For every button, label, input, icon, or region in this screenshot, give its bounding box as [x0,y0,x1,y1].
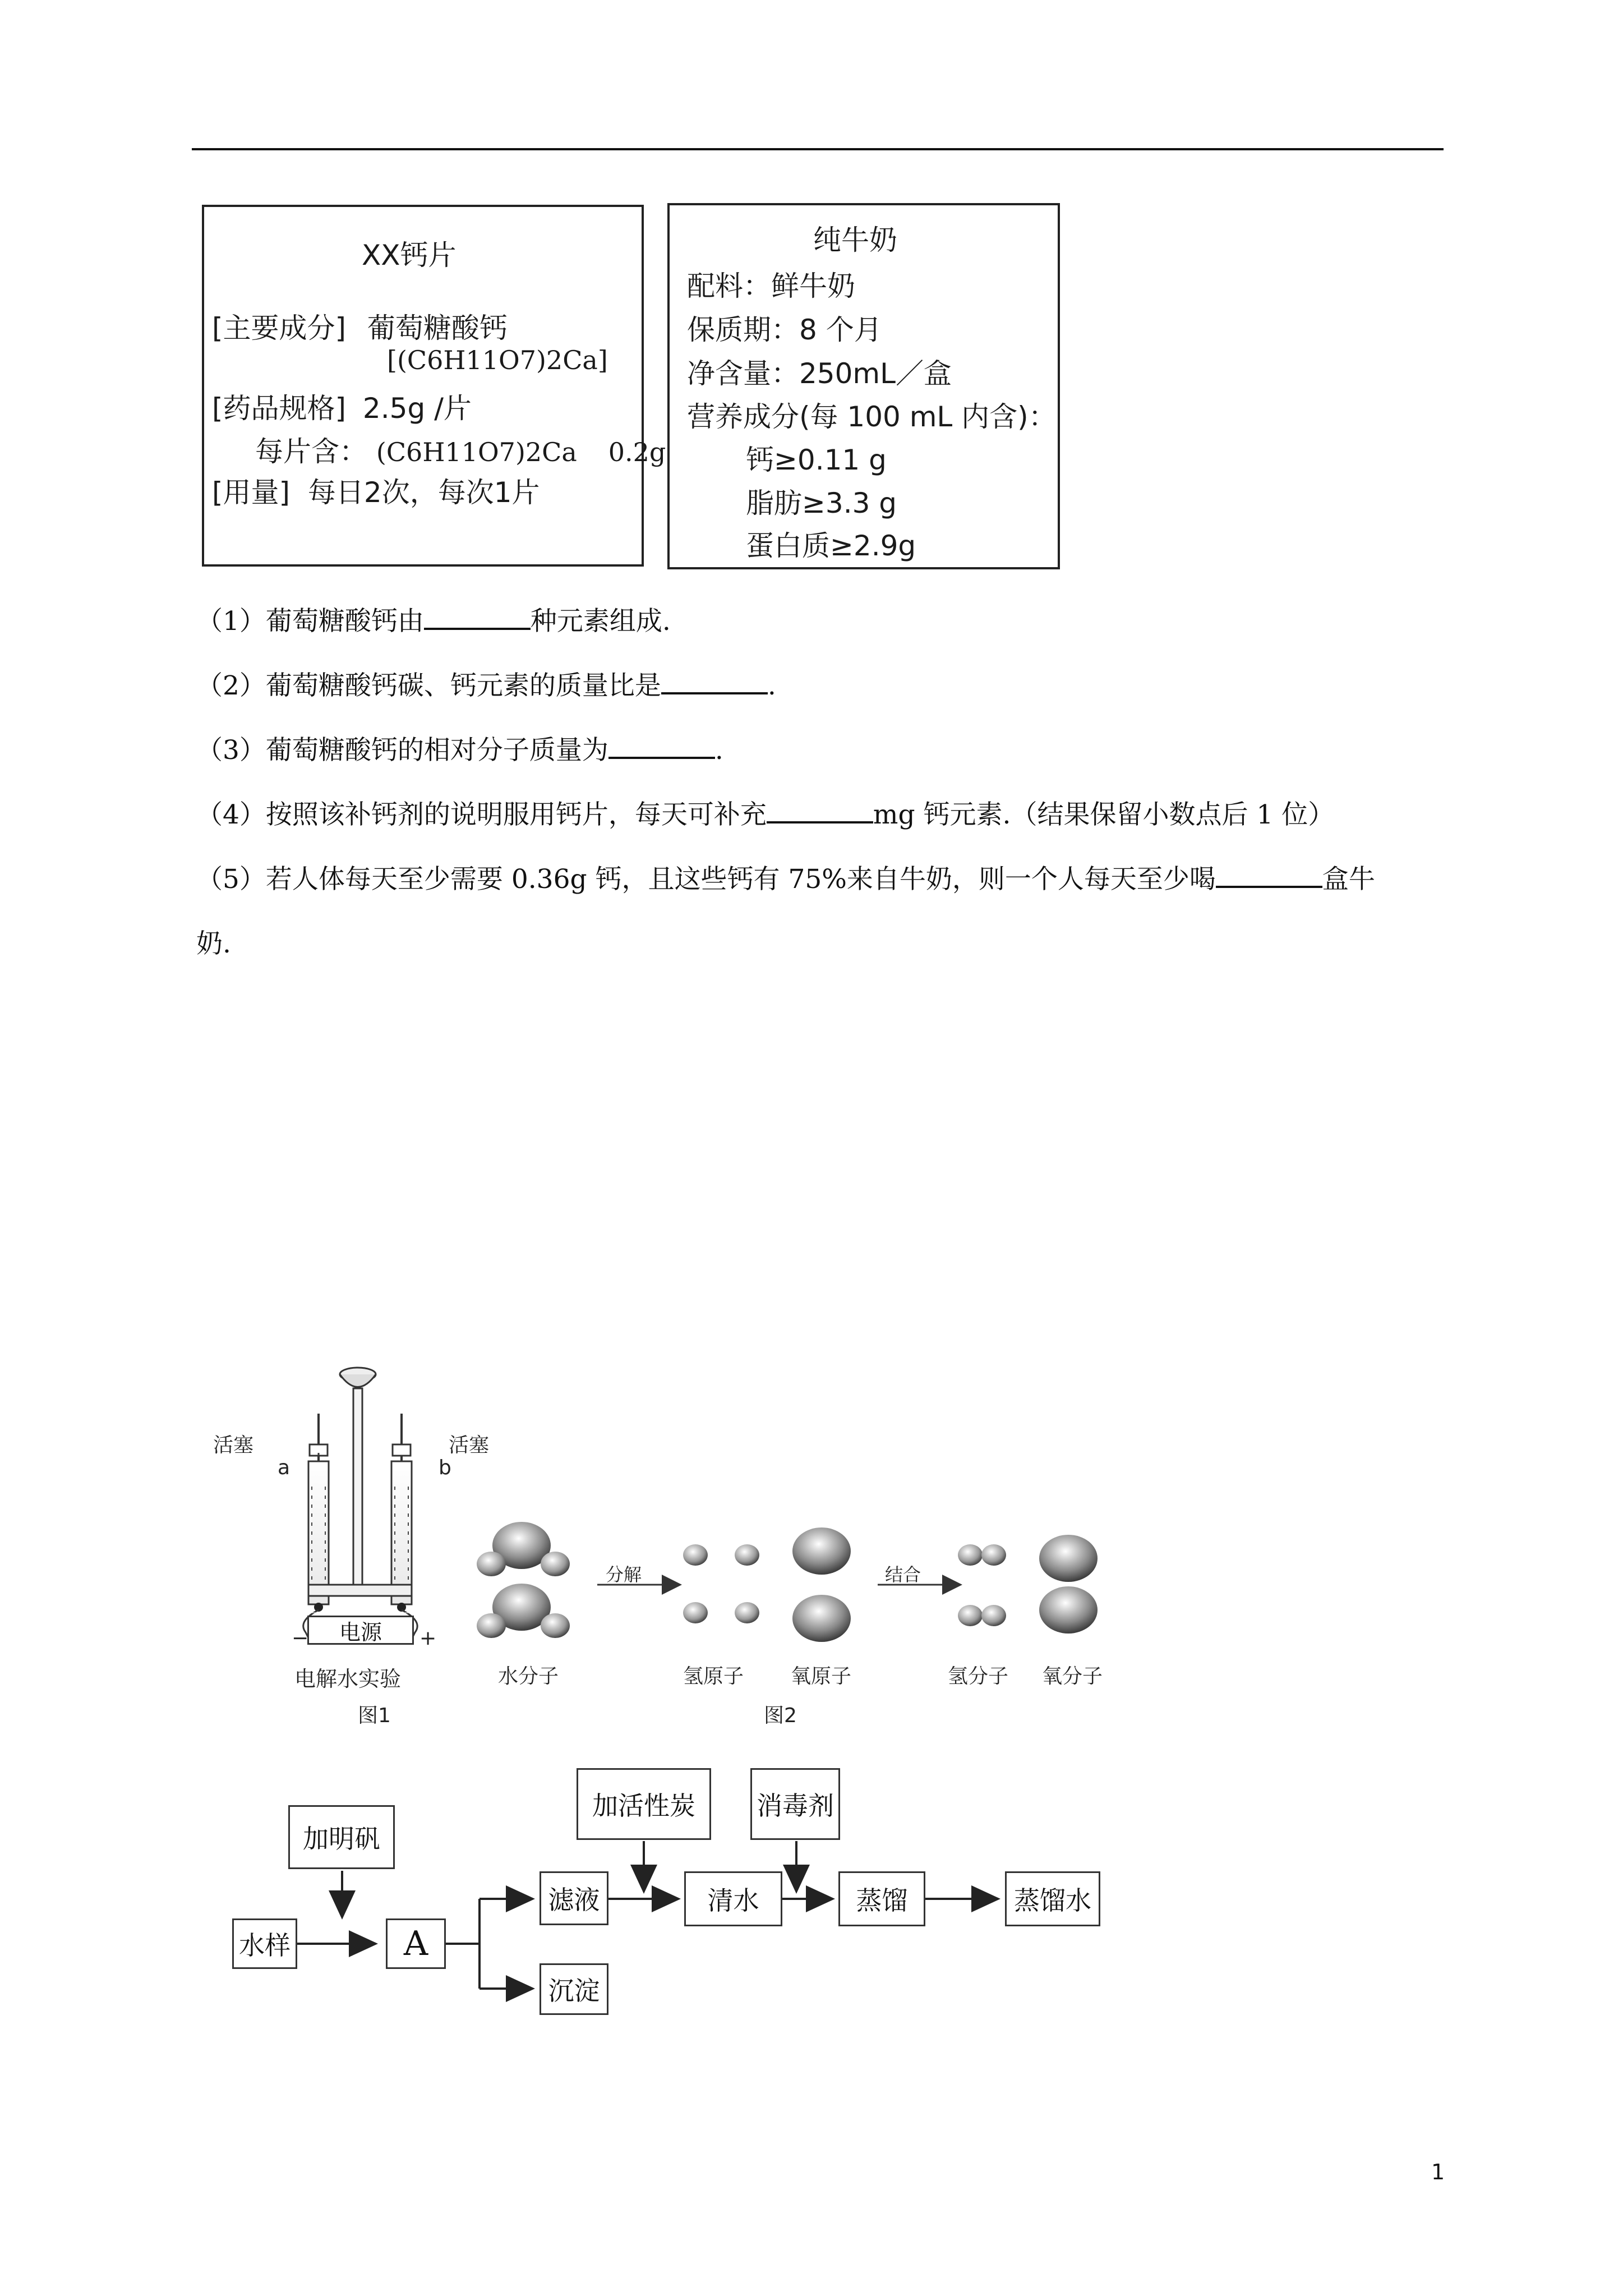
milk-label-shelf-life: 保质期：8 个月 [687,314,882,346]
milk-label-nutrition-heading: 营养成分(每 100 mL 内含)： [687,401,1057,433]
flow-box-precipitate: 沉淀 [540,1963,608,2015]
tube-a-label: a [278,1456,291,1479]
dosage-label: [用量] [212,476,291,509]
power-plus: + [419,1627,437,1650]
tube-b-label: b [439,1456,451,1479]
milk-label-protein: 蛋白质≥2.9g [746,530,916,562]
spec-label: [药品规格] [212,392,347,425]
figure1-caption: 电解水实验 [294,1667,402,1691]
flow-box-distill: 蒸馏 [838,1871,925,1926]
hydrogen-atom-label: 氢原子 [683,1665,744,1688]
ingredient-label: [主要成分] [212,312,347,344]
dosage-value: 每日2次，每次1片 [307,476,540,509]
flow-box-clear-water: 清水 [684,1871,782,1926]
decompose-label: 分解 [606,1564,642,1585]
flow-box-disinfectant: 消毒剂 [750,1768,840,1840]
combine-label: 结合 [885,1564,921,1585]
flow-box-a: A [386,1918,446,1969]
ingredient-value: 葡萄糖酸钙 [367,312,508,344]
power-minus: − [292,1627,309,1650]
per-tablet-prefix: 每片含： [255,435,367,468]
per-tablet-amount: 0.2g [608,437,666,467]
milk-label-calcium: 钙≥0.11 g [746,444,887,476]
stopcock-left-label: 活塞 [213,1434,254,1457]
calcium-label-title: XX钙片 [362,239,457,272]
oxygen-atom-label: 氧原子 [791,1665,852,1688]
figure2-label: 图2 [764,1704,797,1727]
per-tablet-formula: (C6H11O7)2Ca [376,437,577,467]
stopcock-right-label: 活塞 [449,1434,490,1457]
milk-label-net-content: 净含量：250mL／盒 [687,357,952,390]
milk-label-fat: 脂肪≥3.3 g [746,487,897,519]
question-1: （1）葡萄糖酸钙由 种元素组成. [196,606,671,637]
question-2: （2）葡萄糖酸钙碳、钙元素的质量比是 . [196,670,776,701]
milk-label-ingredients: 配料：鲜牛奶 [687,270,855,302]
water-molecule-label: 水分子 [498,1665,559,1688]
spec-value: 2.5g /片 [362,392,472,425]
oxygen-molecule-label: 氧分子 [1042,1665,1103,1688]
question-5: （5）若人体每天至少需要 0.36g 钙，且这些钙有 75%来自牛奶，则一个人每天至少喝 盒牛 [196,864,1375,895]
question-3: （3）葡萄糖酸钙的相对分子质量为 . [196,735,723,766]
flow-box-filtrate: 滤液 [540,1871,608,1925]
power-supply: 电源 [307,1616,414,1645]
figure1-label: 图1 [358,1704,391,1727]
milk-label-title: 纯牛奶 [813,224,897,256]
calcium-label-formula: [(C6H11O7)2Ca] [387,345,608,375]
flow-box-distilled-water: 蒸馏水 [1005,1871,1100,1926]
question-5-continued: 奶. [196,928,231,959]
question-4: （4）按照该补钙剂的说明服用钙片，每天可补充 mg 钙元素.（结果保留小数点后 1 位） [196,799,1335,830]
hydrogen-molecule-label: 氢分子 [948,1665,1009,1688]
flow-box-water-sample: 水样 [232,1918,297,1969]
flow-box-activated-carbon: 加活性炭 [577,1768,711,1840]
page-number: 1 [1431,2160,1445,2184]
flow-box-alum: 加明矾 [288,1805,395,1869]
